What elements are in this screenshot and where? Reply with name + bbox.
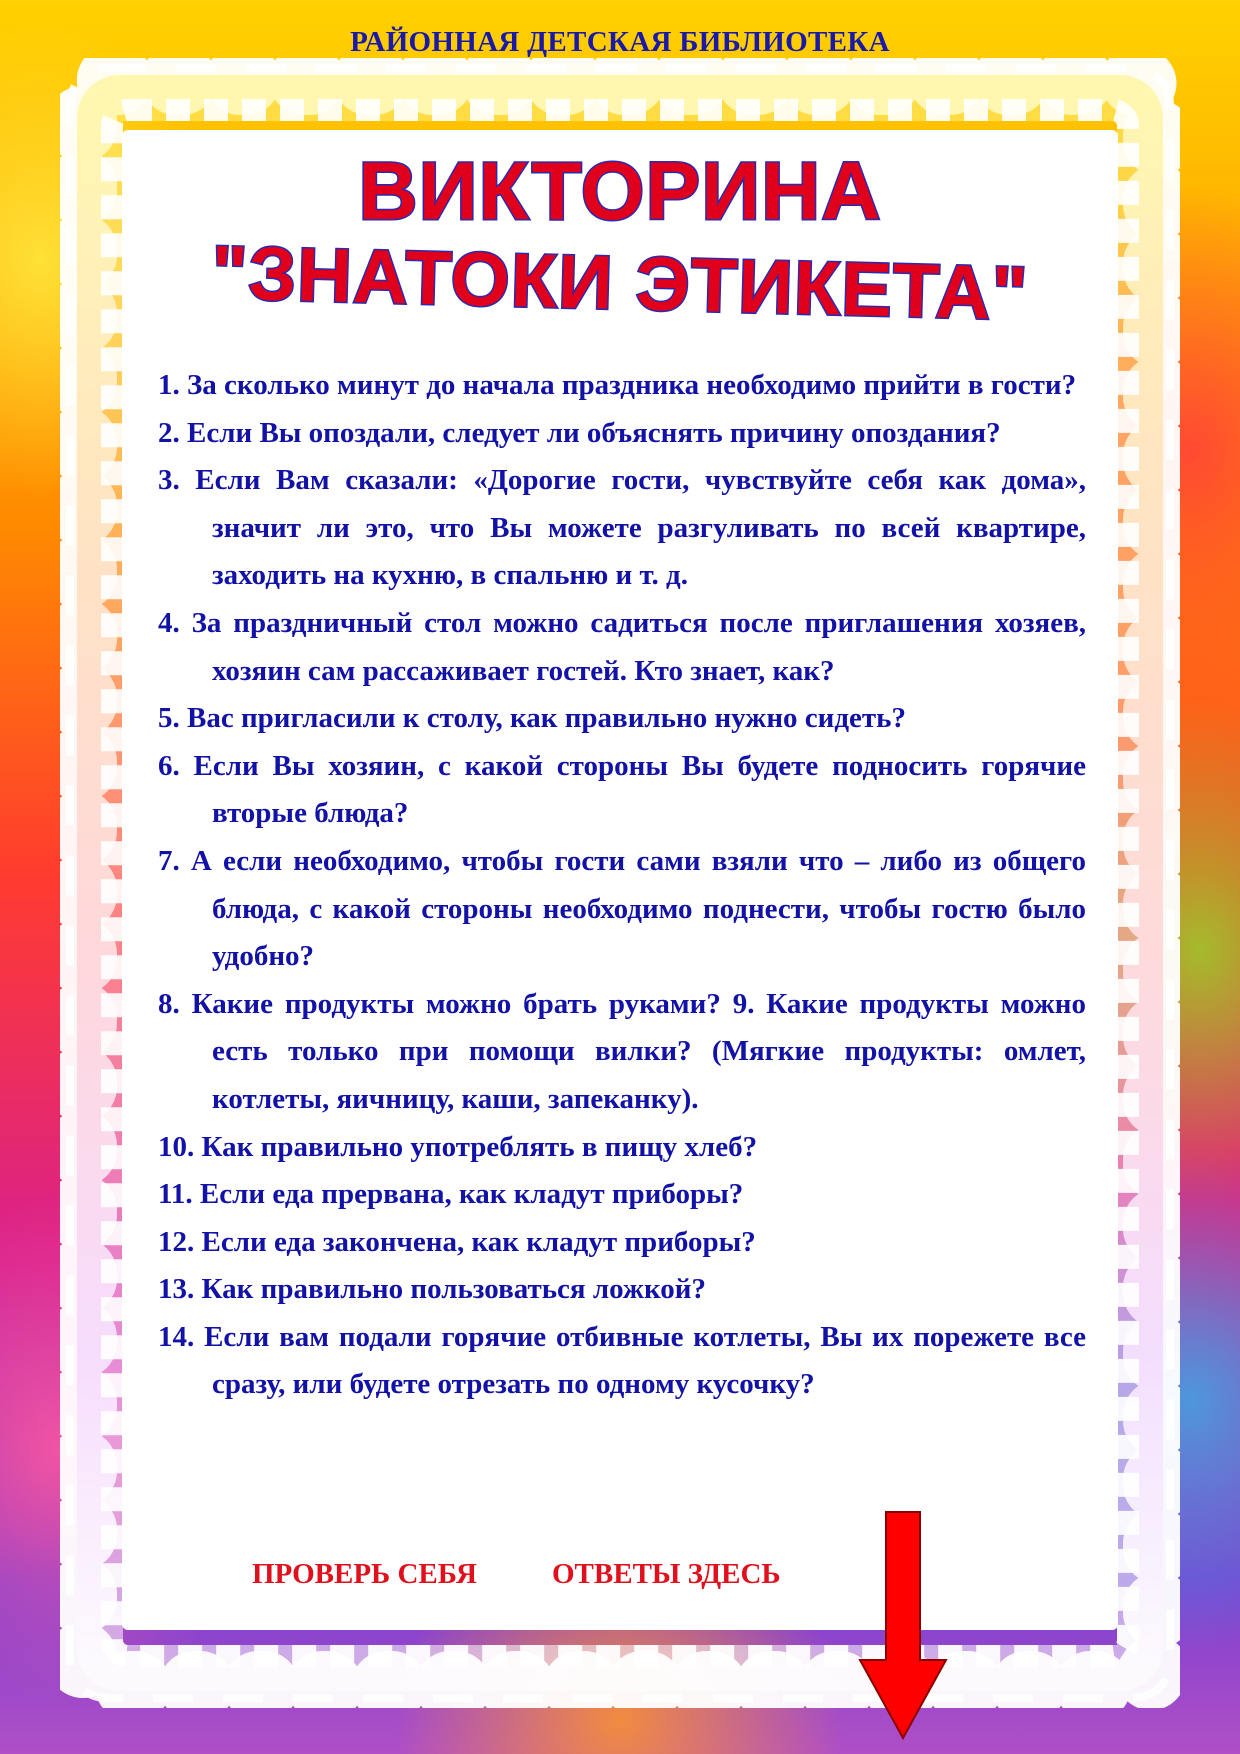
question-item: 6. Если Вы хозяин, с какой стороны Вы будете подносить горячие вторые блюда?: [158, 749, 1086, 830]
question-item: 3. Если Вам сказали: «Дорогие гости, чувствуйте себя как дома», значит ли это, что Вы можете разгуливать по всей квартире, заходить на кухню, в спальню и т. д.: [158, 464, 1086, 592]
question-item: 2. Если Вы опоздали, следует ли объяснять причину опоздания?: [158, 416, 1001, 449]
quiz-subtitle: "ЗНАТОКИ ЭТИКЕТА": [210, 230, 1030, 337]
arrow-down-icon[interactable]: [858, 1510, 948, 1740]
quiz-title: ВИКТОРИНА: [358, 146, 882, 237]
question-list: [158, 362, 1086, 1409]
question-item: 12. Если еда закончена, как кладут приборы?: [158, 1225, 756, 1258]
check-yourself-label: ПРОВЕРЬ СЕБЯ: [252, 1558, 477, 1590]
question-item: 7. А если необходимо, чтобы гости сами взяли что – либо из общего блюда, с какой стороны необходимо поднести, чтобы гостю было удобно?: [158, 844, 1086, 973]
question-item: 13. Как правильно пользоваться ложкой?: [158, 1273, 706, 1306]
library-name: РАЙОННАЯ ДЕТСКАЯ БИБЛИОТЕКА: [350, 26, 890, 58]
question-item: 14. Если вам подали горячие отбивные котлеты, Вы их порежете все сразу, или будете отрезать по одному кусочку?: [158, 1320, 1086, 1401]
question-item: 1. За сколько минут до начала праздника необходимо прийти в гости?: [158, 369, 1077, 401]
question-item: 11. Если еда прервана, как кладут приборы?: [158, 1178, 744, 1211]
question-item: 4. За праздничный стол можно садиться после приглашения хозяев, хозяин сам рассаживает гостей. Кто знает, как?: [158, 606, 1086, 687]
question-item: 5. Вас пригласили к столу, как правильно нужно сидеть?: [158, 702, 906, 735]
answers-here-link[interactable]: ОТВЕТЫ ЗДЕСЬ: [552, 1558, 781, 1590]
question-item: 10. Как правильно употреблять в пищу хлеб?: [158, 1130, 758, 1163]
question-item: 8. Какие продукты можно брать руками? 9. Какие продукты можно есть только при помощи вилки? (Мягкие продукты: омлет, котлеты, яичницу, каши, запеканку).: [158, 987, 1086, 1115]
